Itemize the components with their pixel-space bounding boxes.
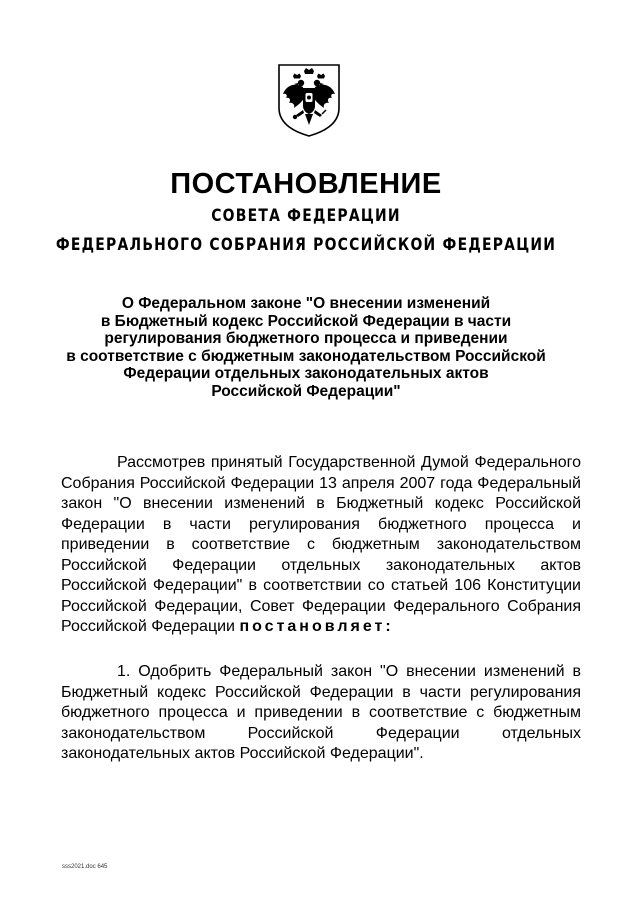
subject-line: в соответствие с бюджетным законодательством Российской (66, 347, 546, 365)
subject-line: регулирования бюджетного процесса и приведении (104, 330, 508, 348)
coat-of-arms-icon (276, 62, 342, 138)
preamble-text: Рассмотрев принятый Государственной Думой Федерального Собрания Российской Федерации 13 апреля 2007 года Федеральный закон "О внесении изменений в Бюджетный кодекс Российской Федерации в части регулирования бюджетного процесса и приведении в соответствие с бюджетным законодательством Российской Федерации отдельных законодательных актов Российской Федерации" в соответствии со статьей 106 Конституции Российской Федерации, Совет Федерации Федерального Собрания Российской Федерации (61, 454, 581, 635)
document-type-title: ПОСТАНОВЛЕНИЕ (170, 168, 442, 200)
subject-line: в Бюджетный кодекс Российской Федерации в части (100, 312, 512, 330)
file-code: sss2021.doc 645 (62, 864, 108, 870)
subject-line: Федерации отдельных законодательных актов (123, 365, 489, 383)
subject-line: Российской Федерации" (211, 382, 401, 400)
resolution-subject (60, 295, 552, 401)
issuer-line-1: СОВЕТА ФЕДЕРАЦИИ (211, 206, 401, 226)
resolves-word: постановляет: (239, 618, 394, 635)
subject-line: О Федеральном законе "О внесении изменений (121, 295, 491, 312)
issuer-line-2: ФЕДЕРАЛЬНОГО СОБРАНИЯ РОССИЙСКОЙ ФЕДЕРАЦИИ (55, 235, 557, 255)
preamble-paragraph (61, 453, 581, 638)
resolution-item-1: 1. Одобрить Федеральный закон "О внесении изменений в Бюджетный кодекс Российской Федерации в части регулирования бюджетного процесса и приведении в соответствие с бюджетным законодательством Российской Федерации отдельных законодательных актов Российской Федерации". (61, 663, 581, 762)
